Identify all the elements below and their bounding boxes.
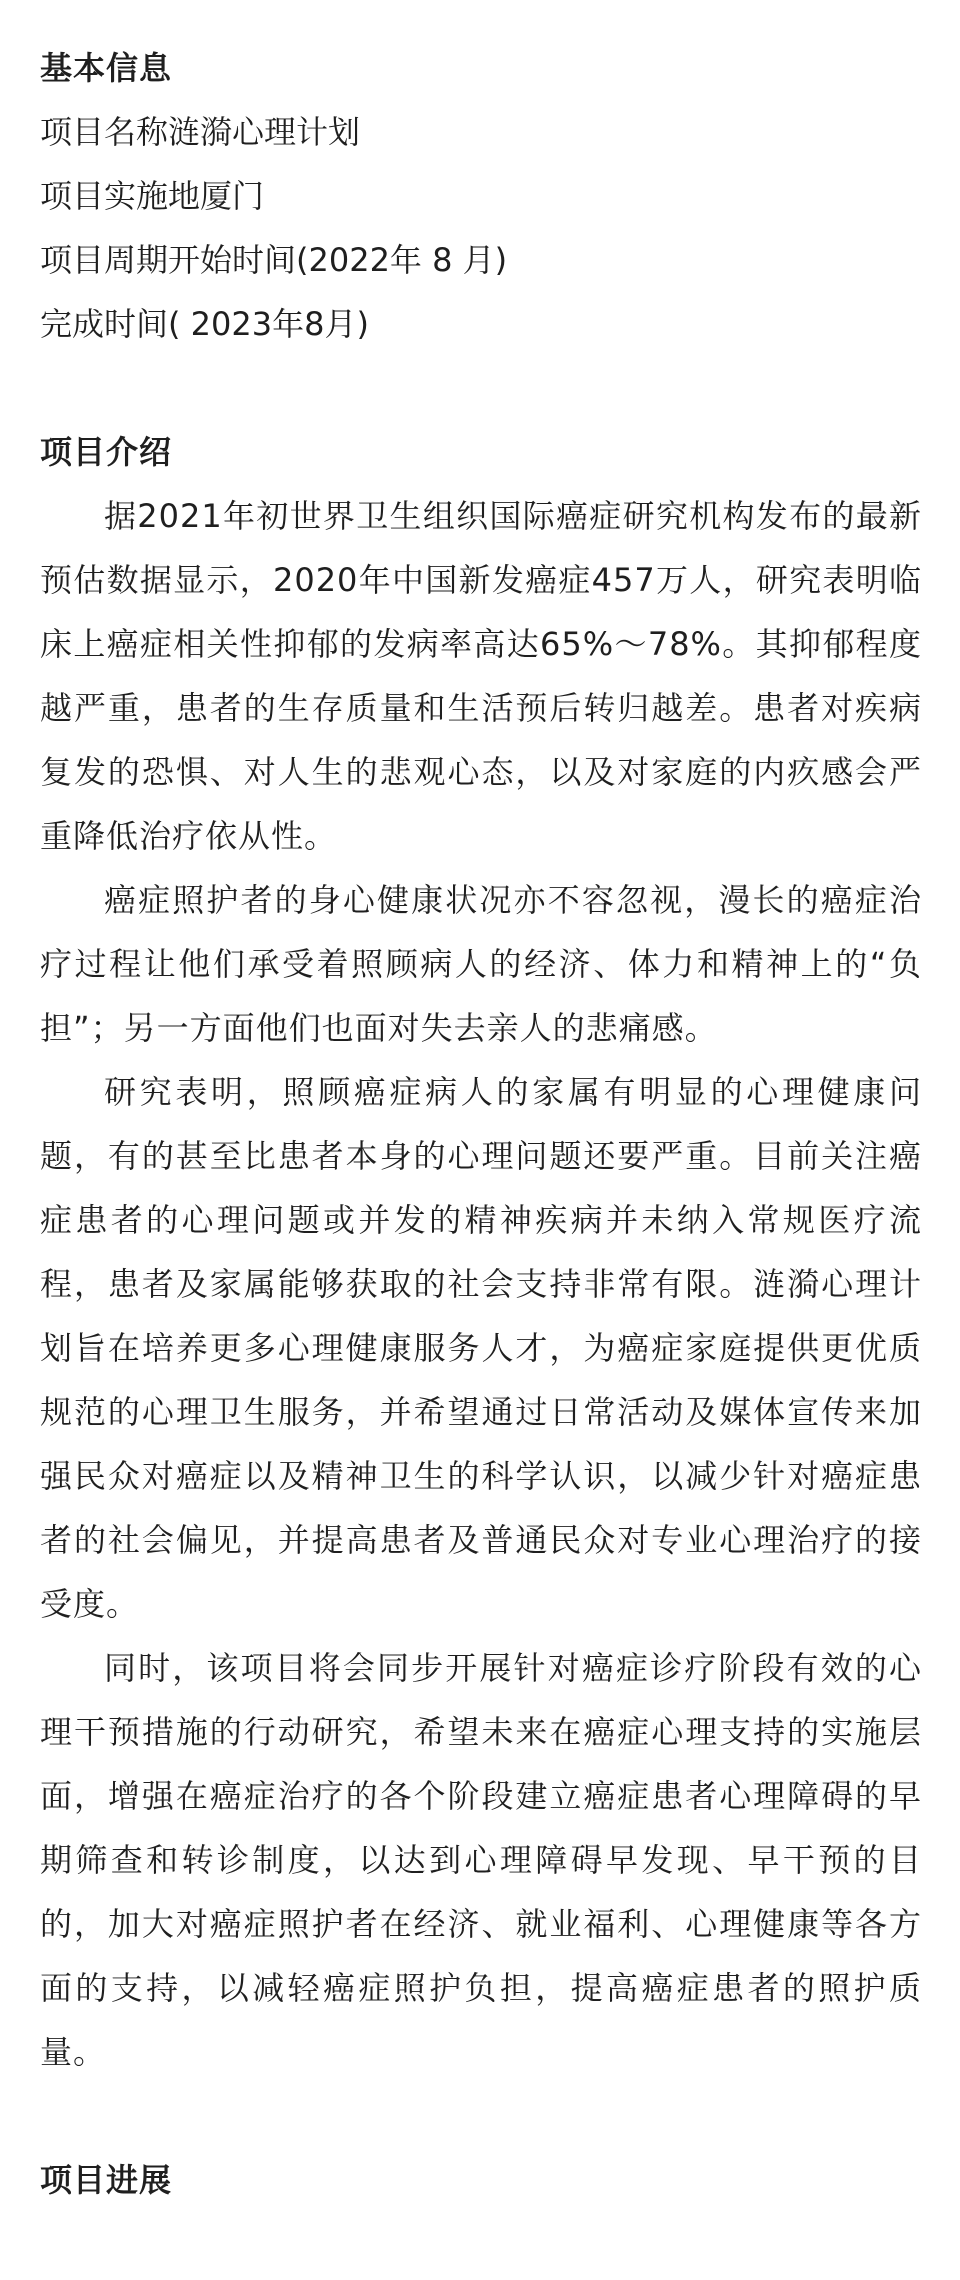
intro-paragraph-4: 同时，该项目将会同步开展针对癌症诊疗阶段有效的心理干预措施的行动研究，希望未来在癌症心理支持的实施层面，增强在癌症治疗的各个阶段建立癌症患者心理障碍的早期筛查和转诊制度，以达到心理障碍早发现、早干预的目的，加大对癌症照护者在经济、就业福利、心理健康等各方面的支持，以减轻癌症照护负担，提高癌症患者的照护质量。 <box>40 1649 922 2071</box>
section-heading-progress: 项目进展 <box>40 2161 173 2199</box>
project-start-time-line: 项目周期开始时间(2022年 8 月) <box>40 241 508 279</box>
project-end-time-line: 完成时间( 2023年8月) <box>40 305 369 343</box>
intro-paragraph-1: 据2021年初世界卫生组织国际癌症研究机构发布的最新预估数据显示，2020年中国新发癌症457万人，研究表明临床上癌症相关性抑郁的发病率高达65%～78%。其抑郁程度越严重，患者的生存质量和生活预后转归越差。患者对疾病复发的恐惧、对人生的悲观心态，以及对家庭的内疚感会严重降低治疗依从性。 <box>40 497 922 855</box>
section-spacer <box>40 2084 922 2148</box>
article-body <box>40 36 922 2212</box>
section-spacer <box>40 356 922 420</box>
intro-paragraph-3: 研究表明，照顾癌症病人的家属有明显的心理健康问题，有的甚至比患者本身的心理问题还要严重。目前关注癌症患者的心理问题或并发的精神疾病并未纳入常规医疗流程，患者及家属能够获取的社会支持非常有限。涟漪心理计划旨在培养更多心理健康服务人才，为癌症家庭提供更优质规范的心理卫生服务，并希望通过日常活动及媒体宣传来加强民众对癌症以及精神卫生的科学认识，以减少针对癌症患者的社会偏见，并提高患者及普通民众对专业心理治疗的接受度。 <box>40 1073 922 1623</box>
section-heading-basic-info: 基本信息 <box>40 49 173 87</box>
intro-paragraph-2: 癌症照护者的身心健康状况亦不容忽视，漫长的癌症治疗过程让他们承受着照顾病人的经济、体力和精神上的“负担”；另一方面他们也面对失去亲人的悲痛感。 <box>40 881 922 1047</box>
section-heading-intro: 项目介绍 <box>40 433 173 471</box>
project-name-line: 项目名称涟漪心理计划 <box>40 113 361 151</box>
project-location-line: 项目实施地厦门 <box>40 177 265 215</box>
